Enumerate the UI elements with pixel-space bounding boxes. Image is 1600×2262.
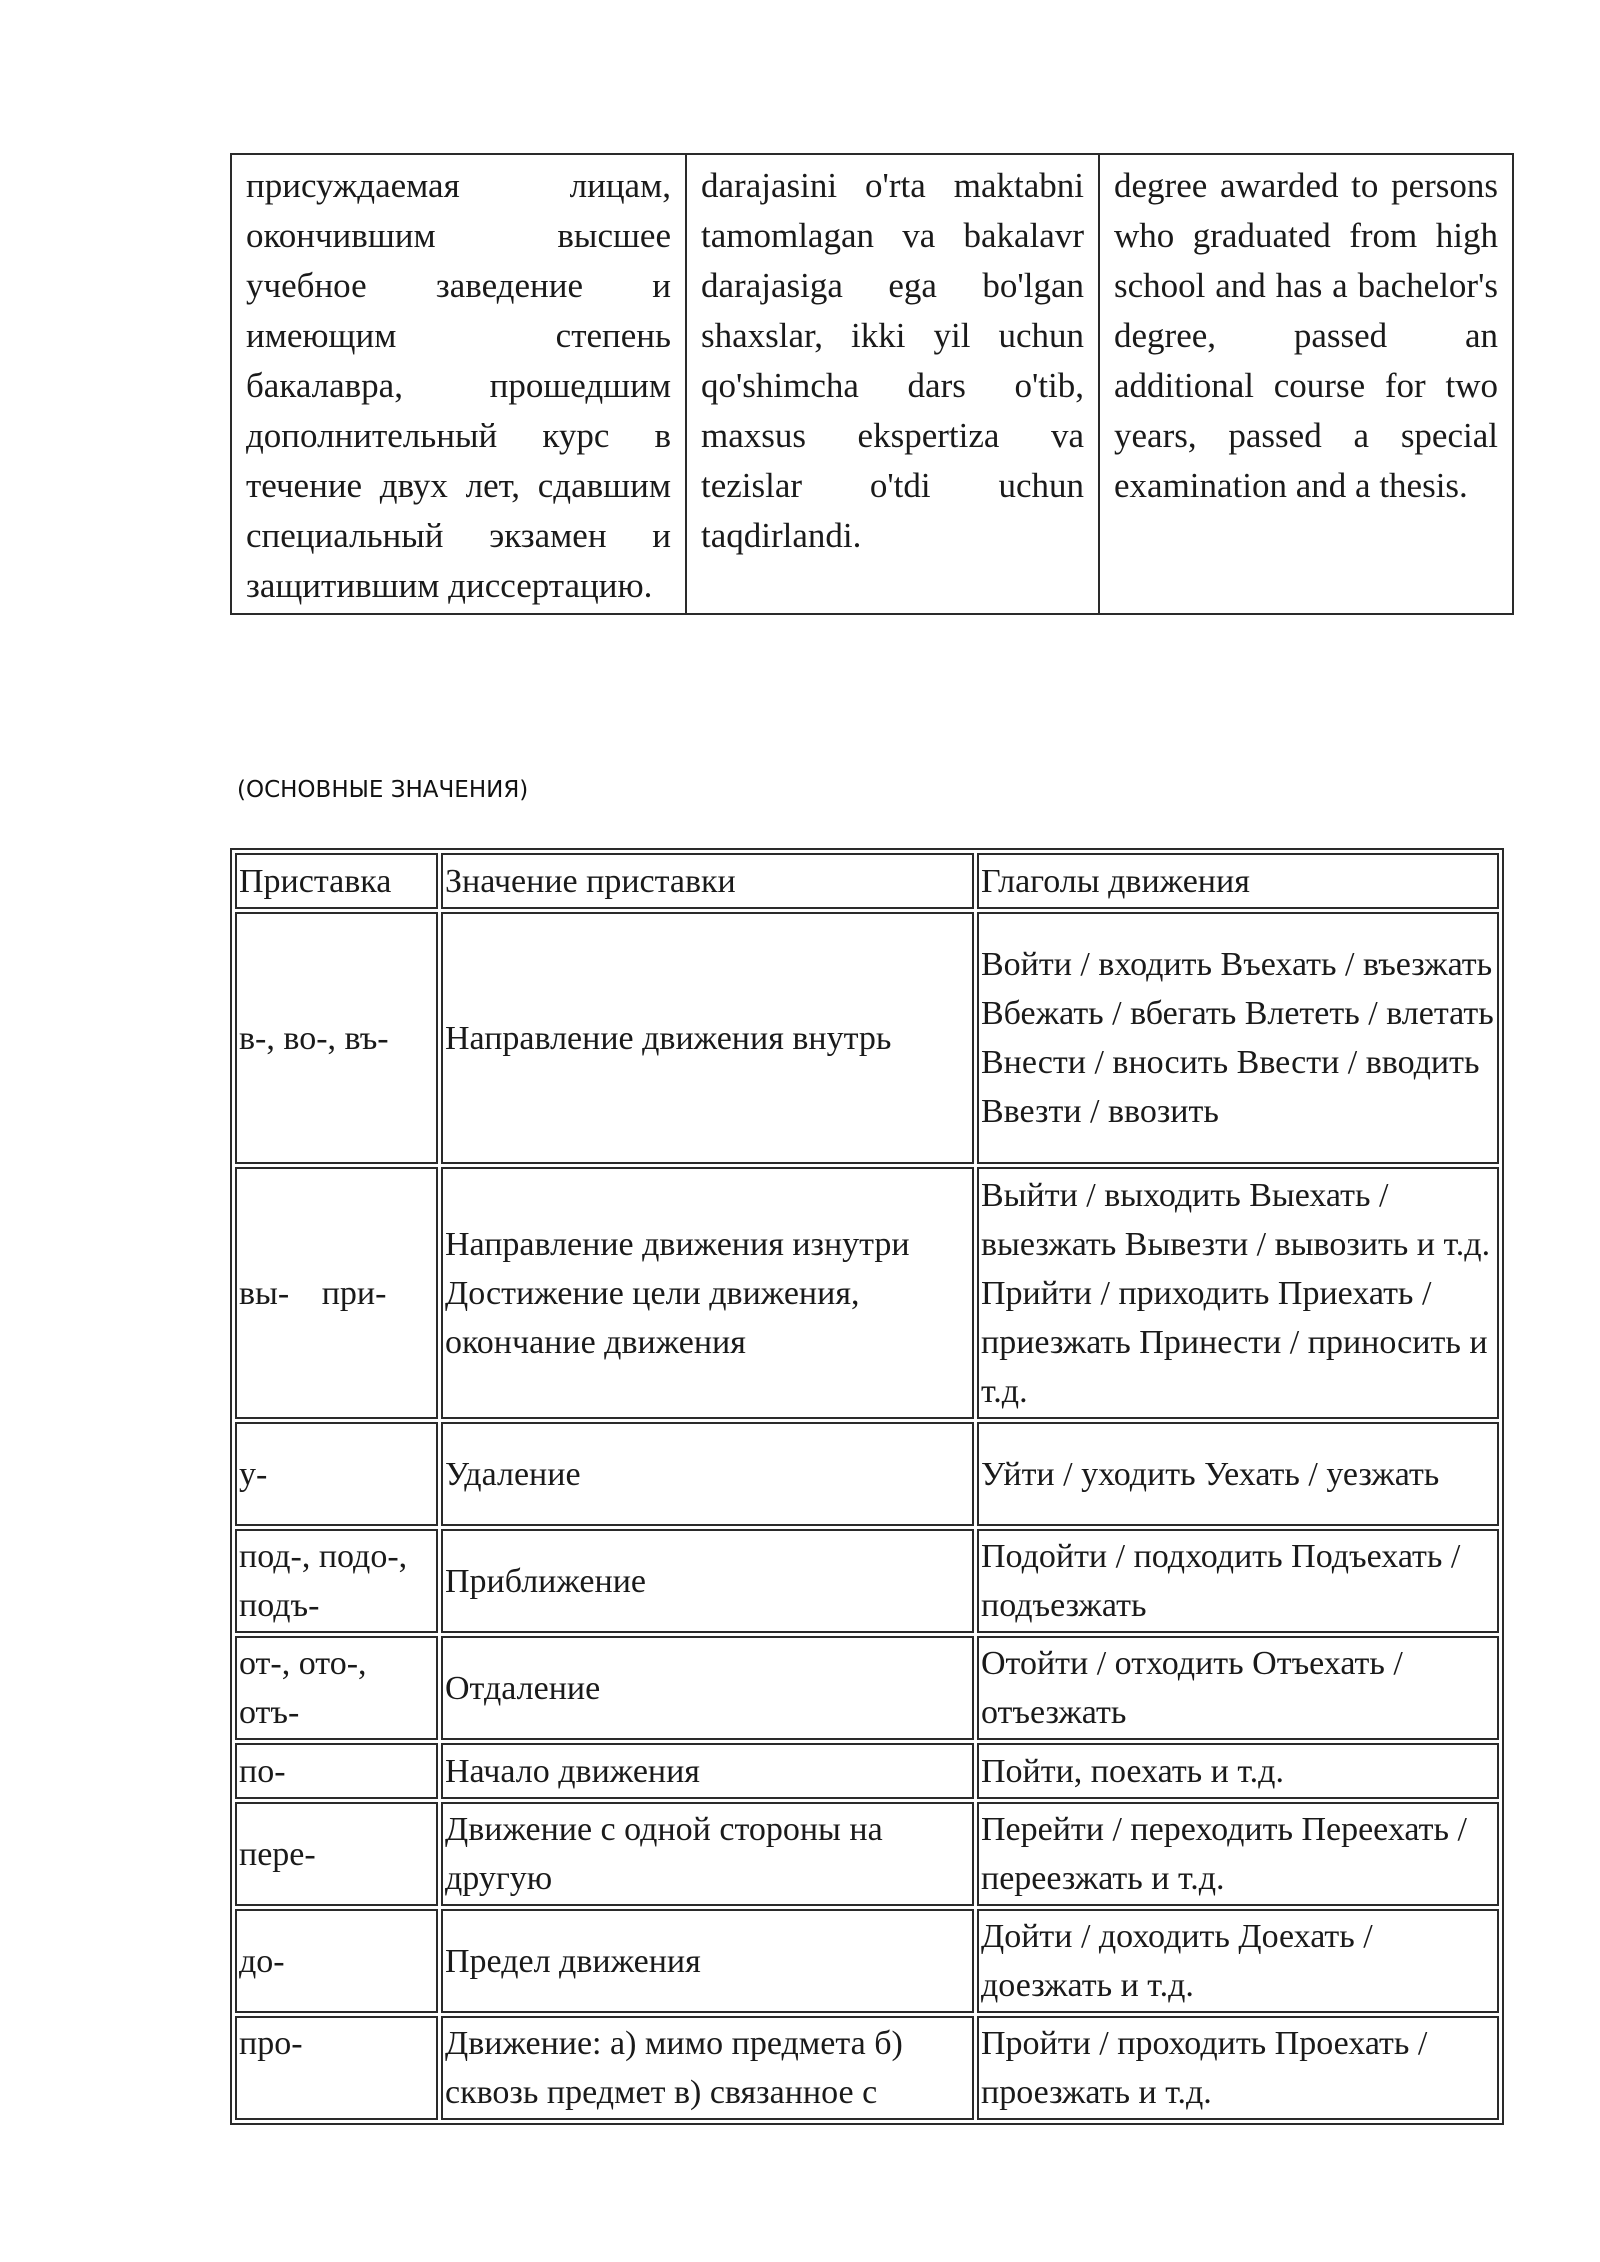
- meaning-cell: Предел движения: [441, 1909, 974, 2013]
- verbs-cell: Перейти / переходить Переехать / переезжать и т.д.: [977, 1802, 1499, 1906]
- prefix-table: [230, 848, 1504, 2125]
- verbs-cell: Подойти / подходить Подъехать / подъезжать: [977, 1529, 1499, 1633]
- verbs-cell: Войти / входить Въехать / въезжать Вбежать / вбегать Влететь / влетать Внести / вносить Ввести / вводить Ввезти / ввозить: [977, 912, 1499, 1164]
- table-row: [235, 1422, 1499, 1526]
- verbs-cell: Отойти / отходить Отъехать / отъезжать: [977, 1636, 1499, 1740]
- meaning-cell: Начало движения: [441, 1743, 974, 1799]
- prefix-cell: у-: [235, 1422, 438, 1526]
- verbs-cell: Дойти / доходить Доехать / доезжать и т.д.: [977, 1909, 1499, 2013]
- meaning-cell: Движение с одной стороны на другую: [441, 1802, 974, 1906]
- prefix-cell: до-: [235, 1909, 438, 2013]
- table-row: [235, 1802, 1499, 1906]
- verbs-cell: Выйти / выходить Выехать / выезжать Вывезти / вывозить и т.д. Прийти / приходить Приехать / приезжать Принести / приносить и т.д.: [977, 1167, 1499, 1419]
- table-row: [235, 1636, 1499, 1740]
- verbs-cell: Уйти / уходить Уехать / уезжать: [977, 1422, 1499, 1526]
- table-row: [235, 1909, 1499, 2013]
- meaning-cell: Приближение: [441, 1529, 974, 1633]
- table-row: [235, 912, 1499, 1164]
- table-row: [235, 2016, 1499, 2120]
- glossary-uzbek-cell: darajasini o'rta maktabni tamomlagan va bakalavr darajasiga ega bo'lgan shaxslar, ikki yil uchun qo'shimcha dars o'tib, maxsus ekspertiza va tezislar o'tdi uchun taqdirlandi.: [686, 154, 1099, 614]
- prefix-cell: в-, во-, въ-: [235, 912, 438, 1164]
- table-row: [231, 154, 1513, 614]
- meaning-cell: Направление движения изнутри Достижение цели движения, окончание движения: [441, 1167, 974, 1419]
- verbs-cell: Пойти, поехать и т.д.: [977, 1743, 1499, 1799]
- prefix-cell: под-, подо-, подъ-: [235, 1529, 438, 1633]
- glossary-english-cell: degree awarded to persons who graduated from high school and has a bachelor's degree, passed an additional course for two years, passed a special examination and a thesis.: [1099, 154, 1513, 614]
- glossary-table: [230, 153, 1514, 615]
- table-header-row: [235, 853, 1499, 909]
- header-prefix: Приставка: [235, 853, 438, 909]
- meaning-cell: Направление движения внутрь: [441, 912, 974, 1164]
- prefix-cell: по-: [235, 1743, 438, 1799]
- meaning-cell: Удаление: [441, 1422, 974, 1526]
- prefix-cell: про-: [235, 2016, 438, 2120]
- prefix-cell: от-, ото-, отъ-: [235, 1636, 438, 1740]
- header-meaning: Значение приставки: [441, 853, 974, 909]
- table-row: [235, 1167, 1499, 1419]
- section-heading: (ОСНОВНЫЕ ЗНАЧЕНИЯ): [237, 777, 529, 803]
- header-verbs: Глаголы движения: [977, 853, 1499, 909]
- meaning-cell: Отдаление: [441, 1636, 974, 1740]
- prefix-cell: вы- при-: [235, 1167, 438, 1419]
- prefix-cell: пере-: [235, 1802, 438, 1906]
- verbs-cell: Пройти / проходить Проехать / проезжать и т.д.: [977, 2016, 1499, 2120]
- table-row: [235, 1529, 1499, 1633]
- table-row: [235, 1743, 1499, 1799]
- glossary-russian-cell: присуждаемая лицам, окончившим высшее учебное заведение и имеющим степень бакалавра, прошедшим дополнительный курс в течение двух лет, сдавшим специальный экзамен и защитившим диссертацию.: [231, 154, 686, 614]
- meaning-cell: Движение: а) мимо предмета б) сквозь предмет в) связанное с: [441, 2016, 974, 2120]
